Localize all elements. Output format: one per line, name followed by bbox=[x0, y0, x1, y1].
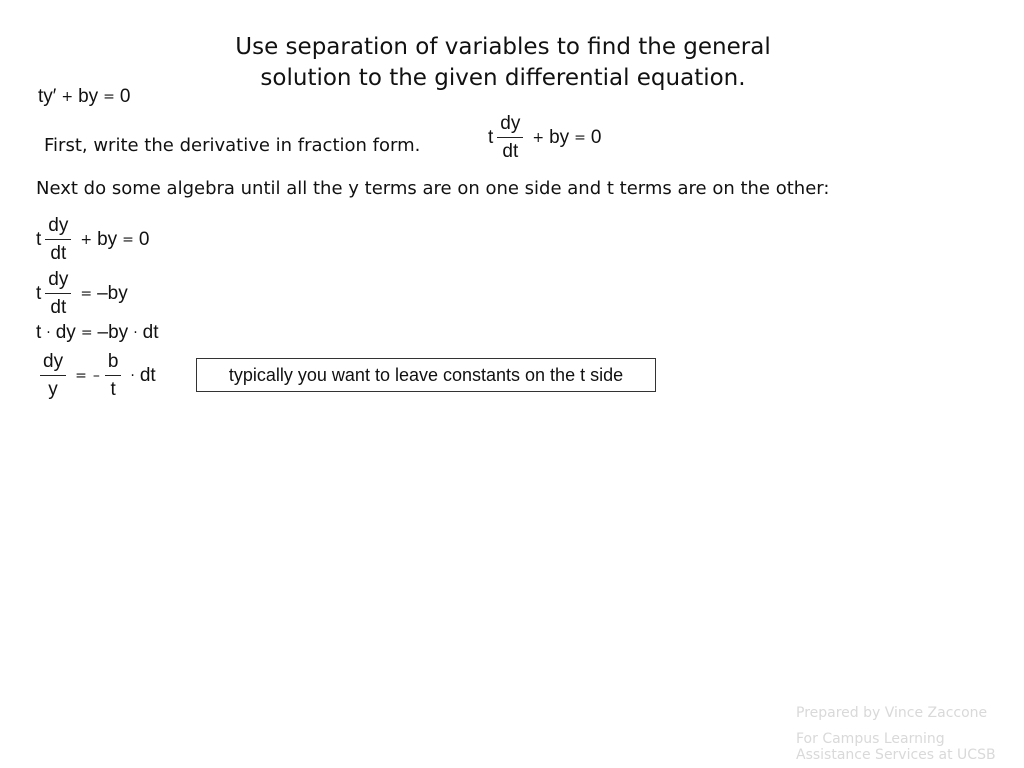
footer-credit: Prepared by Vince Zaccone bbox=[796, 705, 988, 721]
eq-rhs: 0 bbox=[138, 228, 150, 250]
dot-operator: · bbox=[130, 367, 135, 384]
footer-affiliation-line-1: For Campus Learning bbox=[796, 731, 945, 747]
plus-sign: + bbox=[61, 89, 74, 105]
step1-equation bbox=[488, 114, 601, 161]
page-title bbox=[150, 32, 856, 94]
eq-t: t bbox=[488, 126, 494, 148]
fraction-numerator: dy bbox=[48, 269, 69, 290]
title-line-2: solution to the given differential equation. bbox=[260, 65, 746, 91]
algebra-line-2 bbox=[36, 270, 128, 317]
eq-dt: dt bbox=[139, 364, 156, 386]
eq-rhs: –by bbox=[97, 282, 128, 304]
fraction-numerator: dy bbox=[500, 113, 521, 134]
dy-over-y-fraction bbox=[40, 352, 66, 399]
eq-t: t bbox=[36, 322, 42, 343]
equals-sign: = bbox=[574, 129, 586, 146]
given-equation bbox=[38, 86, 130, 108]
algebra-line-4 bbox=[36, 352, 156, 399]
eq-term: by bbox=[549, 126, 570, 148]
title-line-1: Use separation of variables to find the general bbox=[235, 34, 771, 60]
footer-affiliation-line-2: Assistance Services at UCSB bbox=[796, 747, 996, 763]
b-over-t-fraction bbox=[105, 352, 122, 399]
equals-sign: = bbox=[122, 231, 134, 248]
eq-rhs: –by bbox=[97, 322, 129, 343]
dot-operator: · bbox=[133, 325, 138, 341]
fraction-denominator: dt bbox=[45, 239, 71, 263]
given-term: by bbox=[78, 86, 99, 107]
fraction-numerator: dy bbox=[48, 215, 69, 236]
dot-operator: · bbox=[46, 325, 51, 341]
fraction-numerator: b bbox=[107, 351, 119, 372]
fraction-denominator: y bbox=[40, 375, 66, 399]
note-text: typically you want to leave constants on the t side bbox=[228, 364, 624, 385]
fraction-denominator: dt bbox=[45, 293, 71, 317]
algebra-line-3 bbox=[36, 322, 159, 344]
equals-sign: = bbox=[103, 89, 115, 105]
derivative-fraction bbox=[497, 114, 523, 161]
fraction-denominator: dt bbox=[497, 137, 523, 161]
footer-affiliation bbox=[796, 731, 1016, 763]
fraction-numerator: dy bbox=[43, 351, 64, 372]
plus-sign: + bbox=[80, 231, 93, 248]
equals-sign: = bbox=[80, 325, 93, 341]
minus-sign: – bbox=[92, 367, 100, 384]
note-box bbox=[196, 358, 656, 392]
equals-sign: = bbox=[80, 285, 93, 302]
eq-dy: dy bbox=[55, 322, 76, 343]
algebra-line-1 bbox=[36, 216, 149, 263]
eq-rhs: 0 bbox=[590, 126, 602, 148]
given-lhs: ty′ bbox=[38, 86, 57, 107]
step2-text: Next do some algebra until all the y terms are on one side and t terms are on the other: bbox=[36, 178, 830, 199]
derivative-fraction bbox=[45, 270, 71, 317]
equals-sign: = bbox=[75, 367, 87, 384]
step1-text: First, write the derivative in fraction form. bbox=[44, 135, 421, 156]
eq-dt: dt bbox=[142, 322, 159, 343]
fraction-denominator: t bbox=[105, 375, 122, 399]
eq-t: t bbox=[36, 228, 42, 250]
eq-term: by bbox=[97, 228, 118, 250]
derivative-fraction bbox=[45, 216, 71, 263]
eq-t: t bbox=[36, 282, 42, 304]
given-rhs: 0 bbox=[119, 86, 131, 107]
plus-sign: + bbox=[532, 129, 545, 146]
